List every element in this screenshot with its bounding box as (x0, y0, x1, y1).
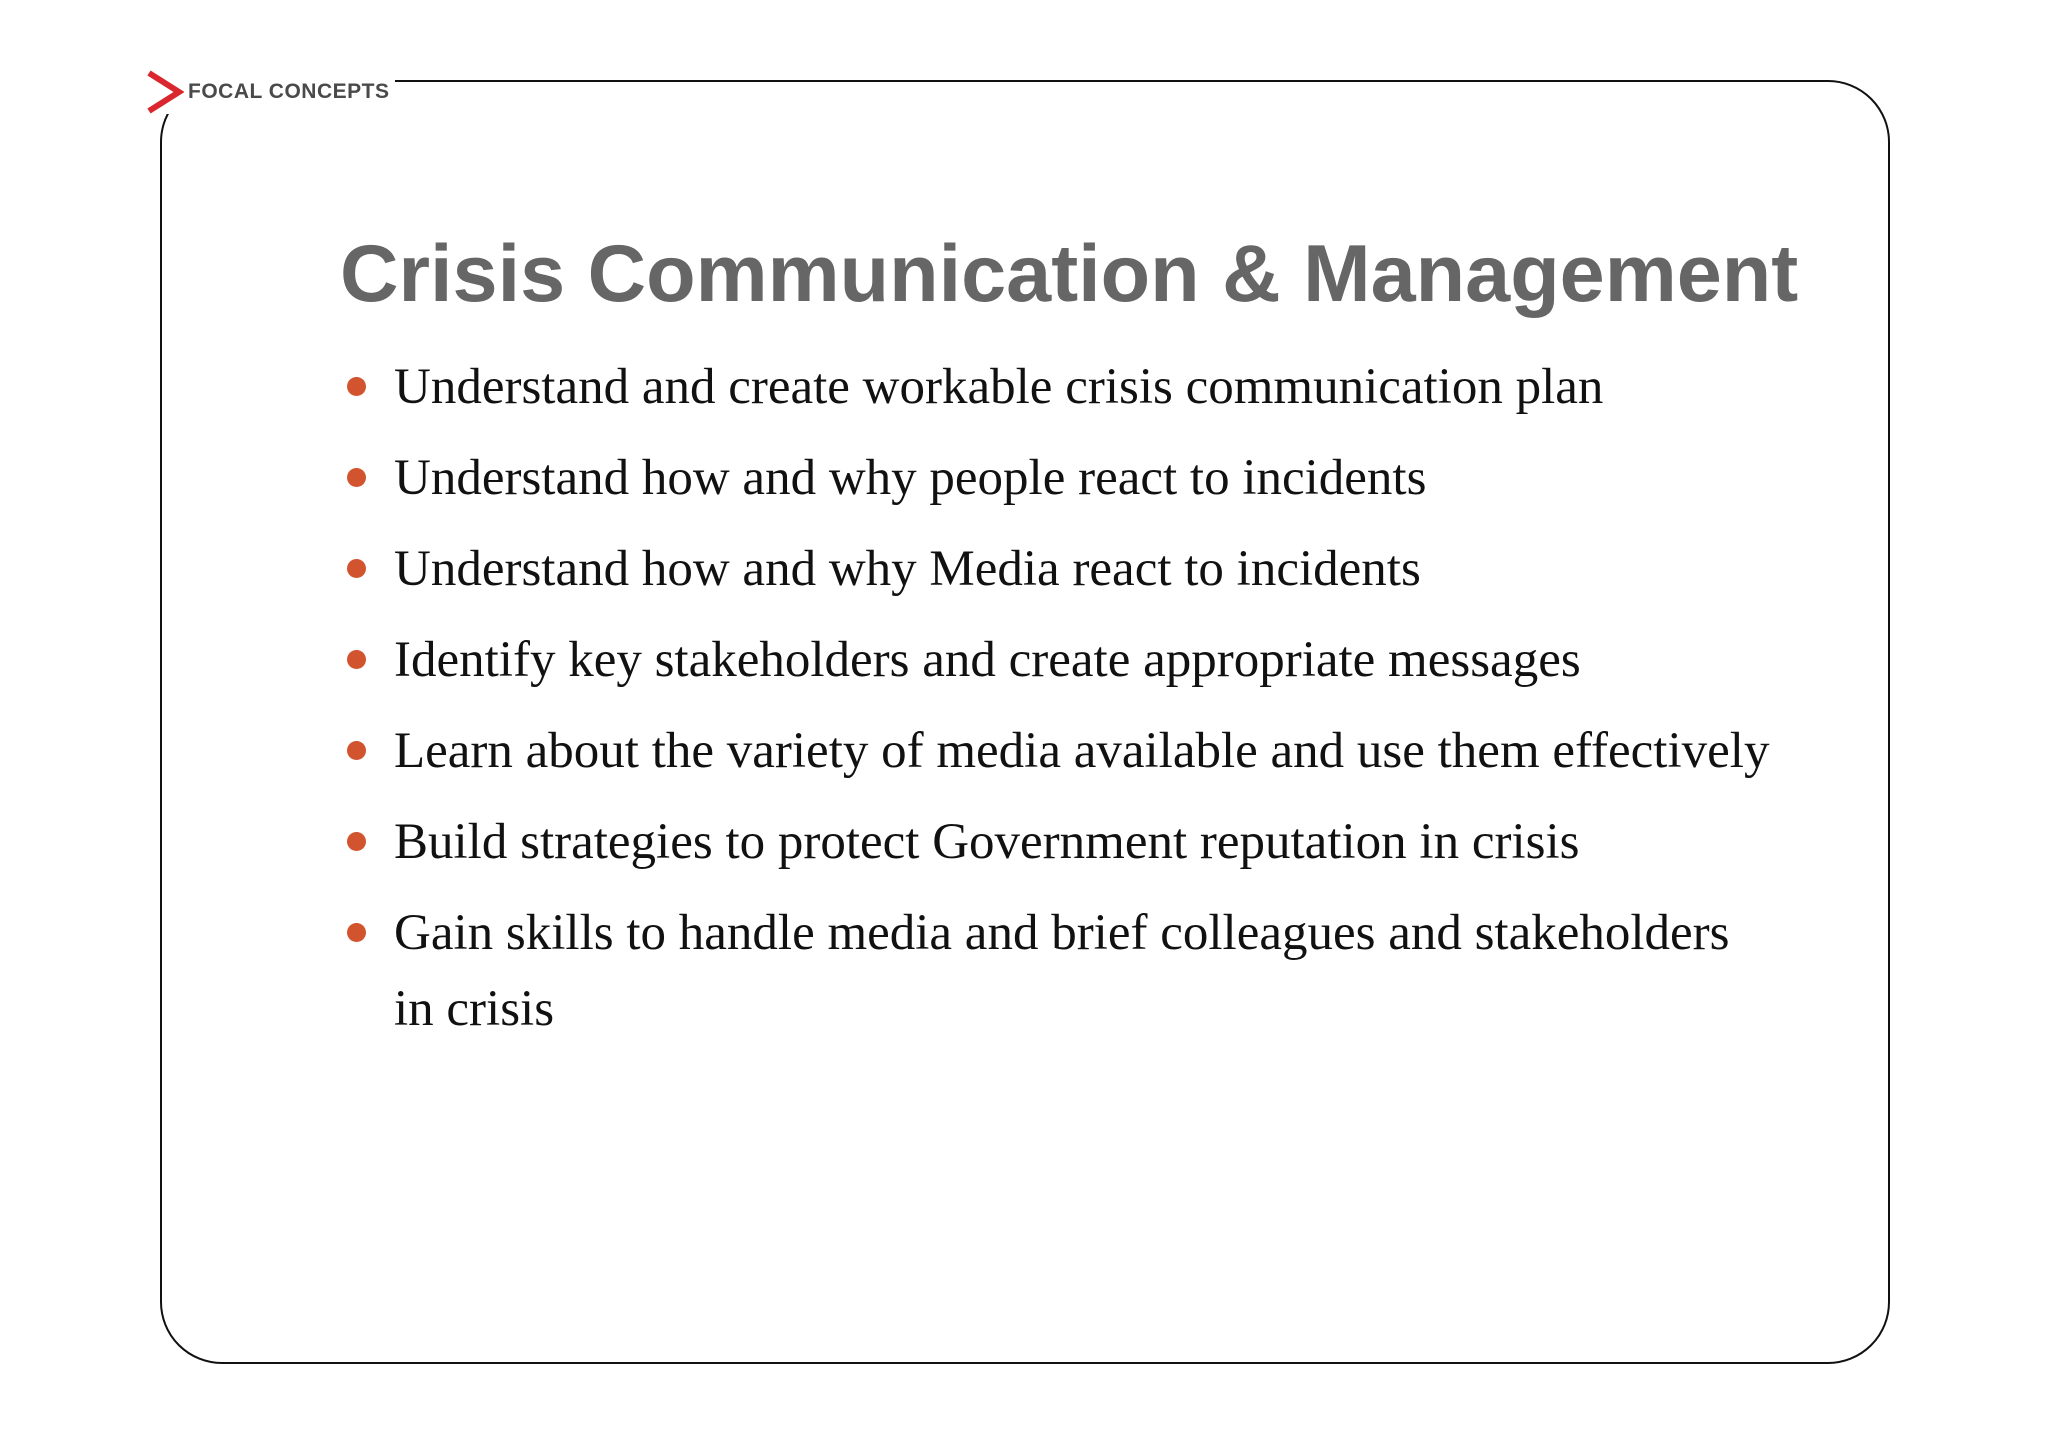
bullet-item (340, 349, 1770, 425)
bullet-text: Build strategies to protect Government reputation in crisis (394, 814, 1580, 870)
bullet-item (340, 804, 1770, 880)
chevron-right-icon (146, 70, 184, 114)
focal-concepts-logo (146, 70, 395, 114)
bullet-text: Understand how and why Media react to incidents (394, 541, 1421, 597)
bullet-text: Understand how and why people react to incidents (394, 450, 1427, 506)
bullet-dot-icon (347, 923, 366, 942)
bullet-list (340, 349, 1770, 1047)
slide-title: Crisis Communication & Management (340, 229, 1799, 319)
bullet-item (340, 531, 1770, 607)
bullet-text: Gain skills to handle media and brief colleagues and stakeholders in crisis (394, 905, 1730, 1037)
bullet-dot-icon (347, 468, 366, 487)
bullet-item (340, 440, 1770, 516)
slide-content (340, 222, 1799, 1062)
bullet-item (340, 713, 1770, 789)
bullet-text: Identify key stakeholders and create appropriate messages (394, 632, 1581, 688)
logo-text: FOCAL CONCEPTS (188, 80, 390, 103)
bullet-item (340, 895, 1770, 1047)
bullet-dot-icon (347, 559, 366, 578)
bullet-dot-icon (347, 377, 366, 396)
bullet-dot-icon (347, 832, 366, 851)
bullet-text: Understand and create workable crisis communication plan (394, 359, 1604, 415)
bullet-dot-icon (347, 650, 366, 669)
bullet-item (340, 622, 1770, 698)
bullet-dot-icon (347, 741, 366, 760)
bullet-text: Learn about the variety of media available and use them effectively (394, 723, 1770, 779)
